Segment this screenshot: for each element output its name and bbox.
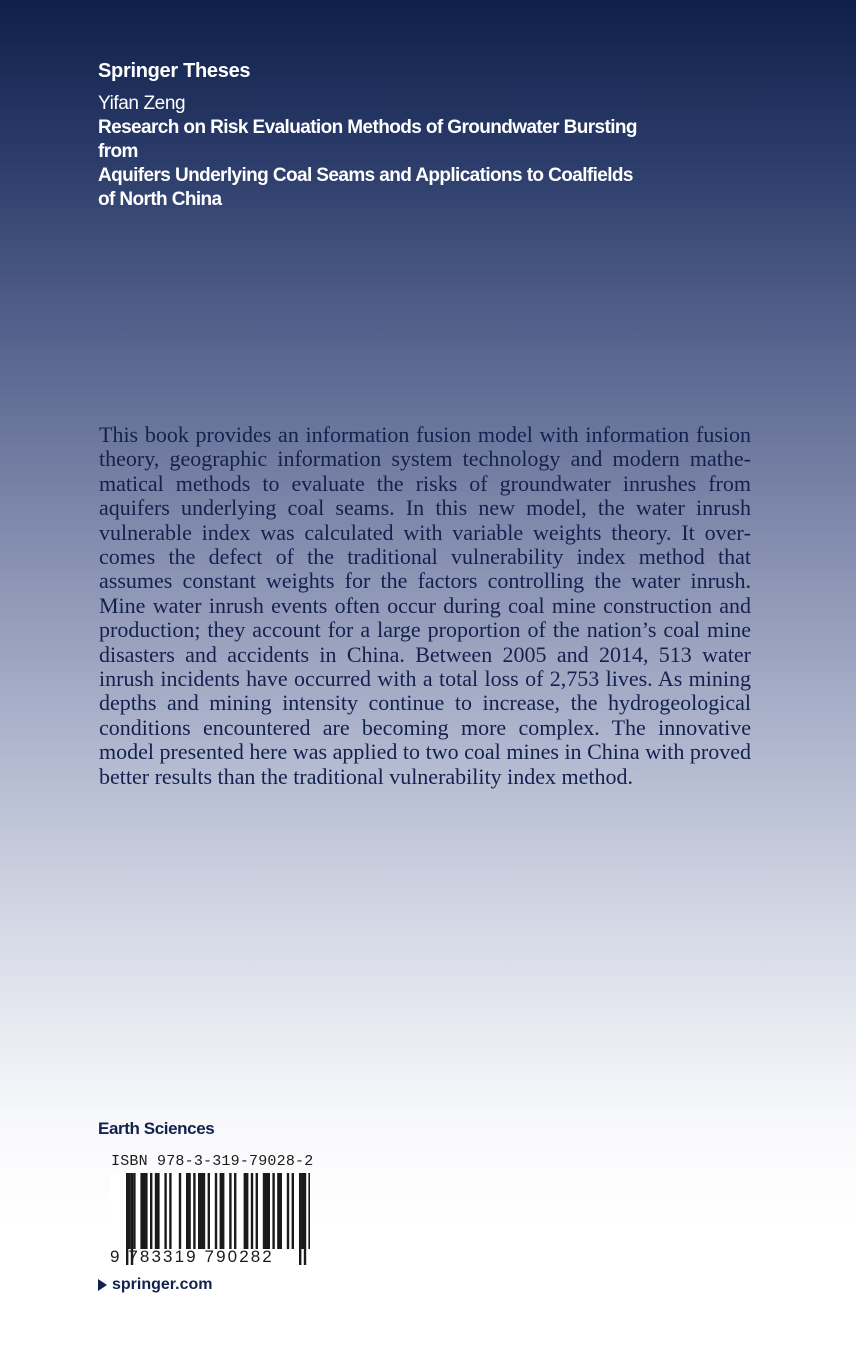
barcode-bar	[208, 1173, 210, 1249]
barcode-bar	[140, 1173, 147, 1249]
barcode-bar	[155, 1173, 160, 1249]
book-title-line: of North China	[98, 189, 222, 210]
barcode-bar	[277, 1173, 282, 1249]
barcode-bar	[244, 1173, 249, 1249]
isbn-label: ISBN 978-3-319-79028-2	[111, 1153, 314, 1170]
barcode-guard-bar	[299, 1173, 301, 1265]
barcode-bar	[150, 1173, 152, 1249]
series-name: Springer Theses	[98, 60, 251, 82]
book-title-line: Research on Risk Evaluation Methods of Groundwater Bursting from	[98, 117, 637, 162]
publisher-link[interactable]	[98, 1276, 212, 1294]
barcode-bar	[215, 1173, 217, 1249]
barcode-bar	[164, 1173, 166, 1249]
barcode-bar	[256, 1173, 258, 1249]
barcode-bar	[229, 1173, 231, 1249]
barcode-bar	[169, 1173, 171, 1249]
barcode-guard-bar	[304, 1173, 306, 1265]
barcode-bar	[263, 1173, 270, 1249]
barcode-bar	[287, 1173, 289, 1249]
barcode-bar	[186, 1173, 191, 1249]
cover-header	[98, 60, 658, 212]
barcode-bar	[272, 1173, 274, 1249]
barcode-bar	[308, 1173, 310, 1249]
barcode-bar	[234, 1173, 236, 1249]
author-name: Yifan Zeng	[98, 93, 186, 114]
subject-category: Earth Sciences	[98, 1119, 215, 1138]
publisher-link-label[interactable]: springer.com	[112, 1276, 213, 1293]
barcode-bar	[198, 1173, 205, 1249]
book-title	[98, 116, 658, 212]
play-arrow-icon	[98, 1279, 107, 1291]
barcode-bar	[179, 1173, 181, 1249]
barcode-bar	[133, 1173, 135, 1249]
barcode-bar	[193, 1173, 195, 1249]
barcode-bar	[251, 1173, 253, 1249]
barcode-digits: 9 783319 790282	[110, 1247, 274, 1266]
barcode-bar	[220, 1173, 225, 1249]
book-description: This book provides an information fusion model with information fusion theory, geographic information system technology and modern mathematical methods to evaluate the risks of groundwater inrushes from aquifers underlying coal seams. In this new model, the water inrush vulnerable index was calculated with variable weights theory. It overcomes the defect of the traditional vulnerability index method that assumes constant weights for the factors controlling the water inrush. Mine water inrush events often occur during coal mine construction and production; they account for a large proportion of the nation’s coal mine disasters and accidents in China. Between 2005 and 2014, 513 water inrush incidents have occurred with a total loss of 2,753 lives. As mining depths and mining intensity continue to increase, the hydrogeological conditions encountered are becoming more complex. The innovative model presented here was applied to two coal mines in China with proved better results than the traditional vulnerability index method.	[99, 422, 751, 789]
book-title-line: Aquifers Underlying Coal Seams and Applications to Coalfields	[98, 165, 633, 186]
barcode-bar	[292, 1173, 294, 1249]
